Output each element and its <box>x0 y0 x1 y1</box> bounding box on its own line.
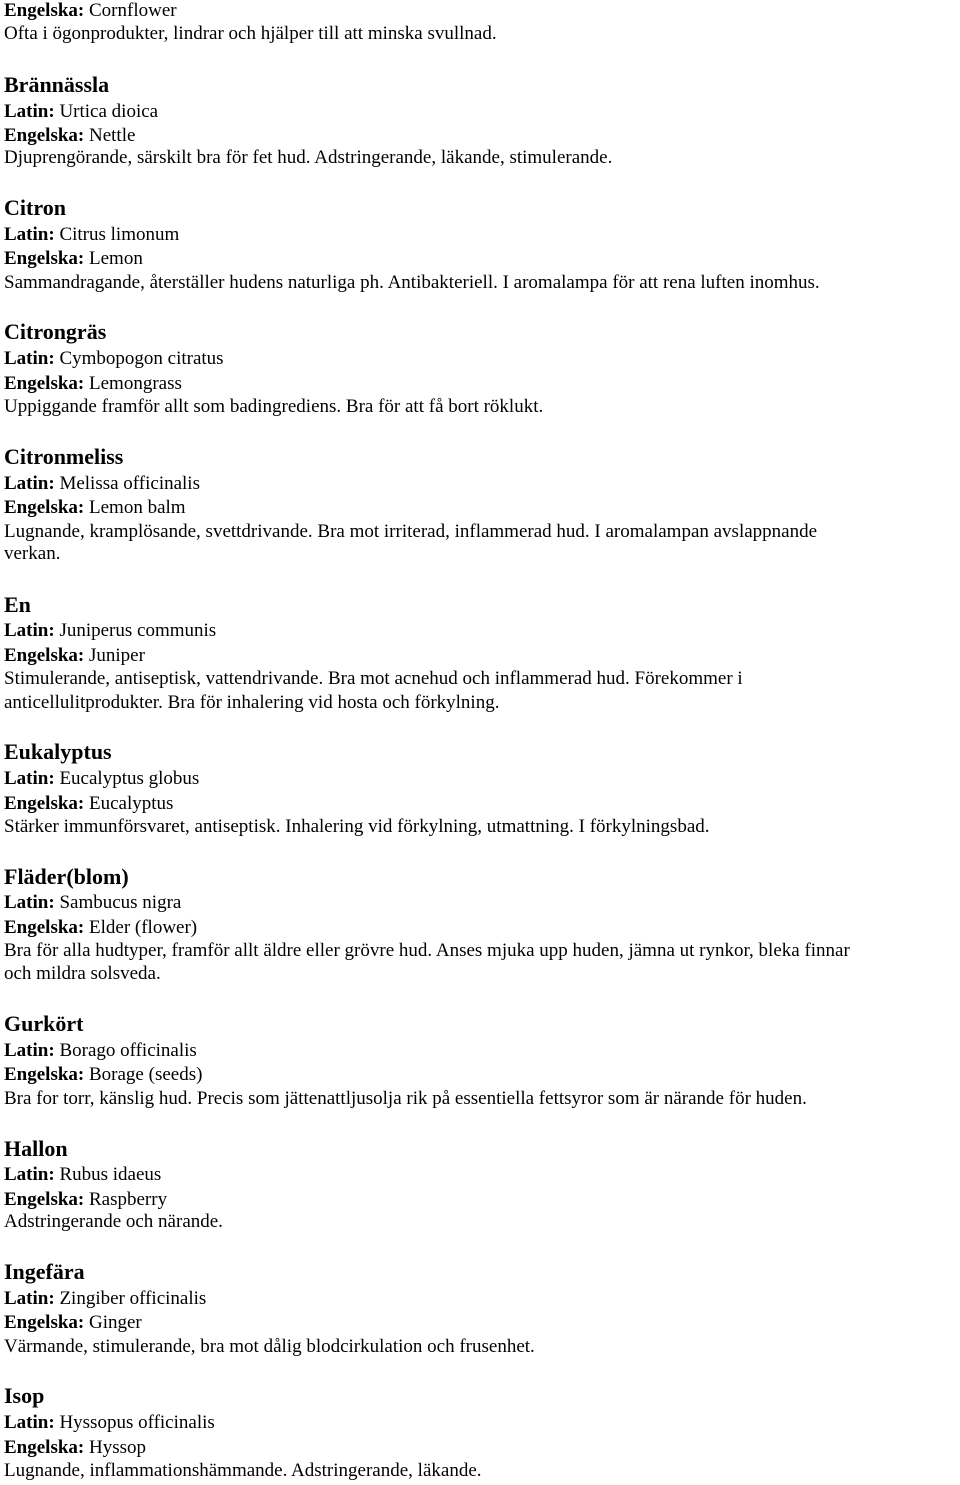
latin-name: Zingiber officinalis <box>59 1288 207 1309</box>
latin-label: Latin: <box>4 101 55 122</box>
entry-description: Sammandragande, återställer hudens naturliga ph. Antibakteriell. I aromalampa för att rena luften inomhus. <box>4 272 820 293</box>
latin-line <box>4 1164 960 1186</box>
english-label: Engelska: <box>4 248 85 269</box>
english-label: Engelska: <box>4 373 85 394</box>
english-name: Juniper <box>89 645 145 666</box>
entry-description: Bra for torr, känslig hud. Precis som jättenattljusolja rik på essentiella fettsyror som är närande för huden. <box>4 1088 807 1109</box>
intro-description: Ofta i ögonprodukter, lindrar och hjälper till att minska svullnad. <box>4 23 497 44</box>
latin-name: Hyssopus officinalis <box>59 1412 215 1433</box>
latin-line <box>4 768 960 790</box>
latin-name: Cymbopogon citratus <box>59 348 224 369</box>
english-line <box>4 917 960 939</box>
english-line <box>4 125 960 147</box>
entry-description: Bra för alla hudtyper, framför allt äldre eller grövre hud. Anses mjuka upp huden, jämna ut rynkor, bleka finnar <box>4 940 850 961</box>
entry-description: Uppiggande framför allt som badingrediens. Bra för att få bort röklukt. <box>4 396 544 417</box>
entry-description-continued: och mildra solsveda. <box>4 963 161 984</box>
latin-name: Rubus idaeus <box>59 1164 162 1185</box>
latin-label: Latin: <box>4 620 55 641</box>
english-name: Raspberry <box>89 1189 168 1210</box>
english-line <box>4 1312 960 1334</box>
english-line <box>4 373 960 395</box>
english-name: Cornflower <box>89 0 177 21</box>
english-name: Lemon <box>89 248 143 269</box>
latin-line <box>4 224 960 246</box>
english-label: Engelska: <box>4 793 85 814</box>
latin-label: Latin: <box>4 224 55 245</box>
latin-label: Latin: <box>4 1164 55 1185</box>
english-label: Engelska: <box>4 1064 85 1085</box>
latin-label: Latin: <box>4 473 55 494</box>
latin-name: Borago officinalis <box>59 1040 197 1061</box>
latin-label: Latin: <box>4 1288 55 1309</box>
latin-line <box>4 473 960 495</box>
latin-name: Juniperus communis <box>59 620 217 641</box>
latin-name: Citrus limonum <box>59 224 180 245</box>
latin-label: Latin: <box>4 1040 55 1061</box>
latin-name: Urtica dioica <box>59 101 159 122</box>
latin-line <box>4 348 960 370</box>
english-label: Engelska: <box>4 125 85 146</box>
english-label: Engelska: <box>4 0 85 21</box>
english-label: Engelska: <box>4 497 85 518</box>
entry-heading-eukalyptus: Eukalyptus <box>4 739 112 764</box>
latin-line <box>4 101 960 123</box>
latin-name: Melissa officinalis <box>59 473 200 494</box>
english-line <box>4 1437 960 1459</box>
english-name: Lemon balm <box>89 497 186 518</box>
entry-description-continued: verkan. <box>4 543 61 564</box>
latin-name: Sambucus nigra <box>59 892 182 913</box>
entry-description: Lugnande, inflammationshämmande. Adstringerande, läkande. <box>4 1460 482 1481</box>
latin-line <box>4 1412 960 1434</box>
entry-description: Värmande, stimulerande, bra mot dålig blodcirkulation och frusenhet. <box>4 1336 535 1357</box>
english-name: Elder (flower) <box>89 917 198 938</box>
latin-line <box>4 1040 960 1062</box>
entry-description: Lugnande, kramplösande, svettdrivande. Bra mot irriterad, inflammerad hud. I aromalampan avslappnande <box>4 521 818 542</box>
latin-name: Eucalyptus globus <box>59 768 200 789</box>
english-line <box>4 645 960 667</box>
entry-description: Stimulerande, antiseptisk, vattendrivande. Bra mot acnehud och inflammerad hud. Förekommer i <box>4 668 743 689</box>
entry-heading-citron: Citron <box>4 195 66 220</box>
english-label: Engelska: <box>4 1189 85 1210</box>
english-label: Engelska: <box>4 1312 85 1333</box>
english-name: Borage (seeds) <box>89 1064 203 1085</box>
entry-heading-citrongras: Citrongräs <box>4 319 107 344</box>
intro-english-line <box>4 0 960 22</box>
english-name: Ginger <box>89 1312 142 1333</box>
entry-heading-brannassla: Brännässla <box>4 72 110 97</box>
latin-line <box>4 1288 960 1310</box>
english-label: Engelska: <box>4 917 85 938</box>
entry-description-continued: anticellulitprodukter. Bra för inhalering vid hosta och förkylning. <box>4 692 500 713</box>
latin-label: Latin: <box>4 892 55 913</box>
entry-description: Stärker immunförsvaret, antiseptisk. Inhalering vid förkylning, utmattning. I förkylningsbad. <box>4 816 710 837</box>
entry-description: Adstringerande och närande. <box>4 1211 223 1232</box>
english-line <box>4 1189 960 1211</box>
english-name: Eucalyptus <box>89 793 174 814</box>
entry-description: Djuprengörande, särskilt bra för fet hud. Adstringerande, läkande, stimulerande. <box>4 147 613 168</box>
english-line <box>4 248 960 270</box>
latin-label: Latin: <box>4 768 55 789</box>
english-label: Engelska: <box>4 1437 85 1458</box>
english-line <box>4 497 960 519</box>
entry-heading-en: En <box>4 592 31 617</box>
entry-heading-citronmeliss: Citronmeliss <box>4 444 124 469</box>
entry-heading-ingefara: Ingefära <box>4 1259 85 1284</box>
english-name: Nettle <box>89 125 136 146</box>
latin-label: Latin: <box>4 348 55 369</box>
latin-line <box>4 620 960 642</box>
english-line <box>4 1064 960 1086</box>
english-name: Hyssop <box>89 1437 147 1458</box>
latin-label: Latin: <box>4 1412 55 1433</box>
entry-heading-gurkort: Gurkört <box>4 1011 84 1036</box>
entry-heading-isop: Isop <box>4 1383 45 1408</box>
english-label: Engelska: <box>4 645 85 666</box>
entry-heading-hallon: Hallon <box>4 1136 68 1161</box>
entry-heading-flader: Fläder(blom) <box>4 864 129 889</box>
english-name: Lemongrass <box>89 373 182 394</box>
latin-line <box>4 892 960 914</box>
english-line <box>4 793 960 815</box>
